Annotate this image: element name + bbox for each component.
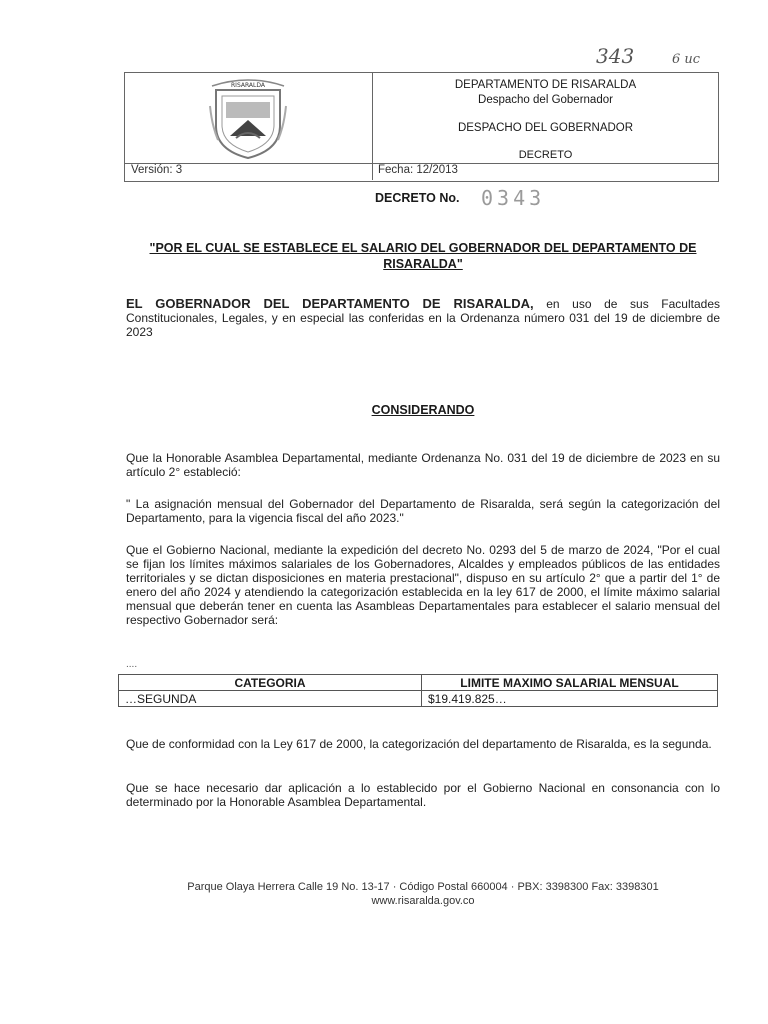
handwritten-note: 6 uc (672, 52, 701, 67)
paragraph-4: Que de conformidad con la Ley 617 de 2000, la categorización del departamento de Risaralda, es la segunda. (126, 737, 712, 751)
paragraph-5: Que se hace necesario dar aplicación a lo establecido por el Gobierno Nacional en consonancia con lo determinado por la Honorable Asamblea Departamental. (126, 781, 720, 809)
header-office-caps: DESPACHO DEL GOBERNADOR (457, 122, 634, 134)
intro-bold: EL GOBERNADOR DEL DEPARTAMENTO DE RISARALDA, (126, 296, 534, 311)
salary-table (118, 674, 718, 707)
intro-paragraph (126, 297, 720, 339)
header-divider (372, 163, 373, 180)
paragraph-3: Que el Gobierno Nacional, mediante la expedición del decreto No. 0293 del 5 de marzo de 2024, "Por el cual se fijan los límites máximos salariales de los Gobernadores, Alcaldes y empleados públicos de las entidades territoriales y se dictan disposiciones en materia prestacional", dispuso en su artículo 2° que a partir del 1° de enero del año 2024 y atendiendo la categorización establecida en la ley 617 de 2000, el límite máximo salarial mensual que deberán tener en cuenta las Asambleas Departamentales para establecer el salario mensual del respectivo Gobernador será: (126, 543, 720, 627)
decreto-label: DECRETO No. (375, 191, 460, 205)
header-version: Versión: 3 (131, 164, 183, 176)
paragraph-1: Que la Honorable Asamblea Departamental, mediante Ordenanza No. 031 del 19 de diciembre de 2023 en su artículo 2° estableció: (126, 451, 720, 479)
header-doc-type: DECRETO (518, 149, 573, 161)
table-row (119, 691, 718, 707)
table-cell-categoria: …SEGUNDA (119, 691, 422, 707)
handwritten-number: 343 (596, 44, 635, 68)
footer-address: Parque Olaya Herrera Calle 19 No. 13-17 · Código Postal 660004 · PBX: 3398300 Fax: 3398301 (187, 881, 659, 893)
logo-cell (125, 73, 373, 164)
table-header-categoria: CATEGORIA (119, 675, 422, 691)
considerando-heading: CONSIDERANDO (371, 403, 475, 417)
decreto-number: 0343 (481, 186, 546, 210)
header-titles (373, 73, 718, 164)
decree-title: "POR EL CUAL SE ESTABLECE EL SALARIO DEL GOBERNADOR DEL DEPARTAMENTO DE RISARALDA" (149, 241, 697, 271)
ellipsis: .... (126, 659, 138, 670)
risaralda-seal-icon (208, 76, 288, 160)
table-cell-limite: $19.419.825… (422, 691, 718, 707)
seal-text: RISARALDA (231, 82, 265, 89)
intro-rest: en uso de sus Facultades Constitucionales, Legales, y en especial las conferidas en la Ordenanza número 031 del 19 de diciembre de 2023 (126, 297, 720, 339)
table-header-row (119, 675, 718, 691)
document-header (124, 72, 719, 182)
header-office: Despacho del Gobernador (478, 94, 613, 106)
header-date: Fecha: 12/2013 (378, 164, 458, 176)
footer-website[interactable]: www.risaralda.gov.co (371, 895, 475, 907)
header-department: DEPARTAMENTO DE RISARALDA (454, 79, 637, 91)
paragraph-2: " La asignación mensual del Gobernador del Departamento de Risaralda, será según la categorización del Departamento, para la vigencia fiscal del año 2023." (126, 497, 720, 525)
table-header-limite: LIMITE MAXIMO SALARIAL MENSUAL (422, 675, 718, 691)
